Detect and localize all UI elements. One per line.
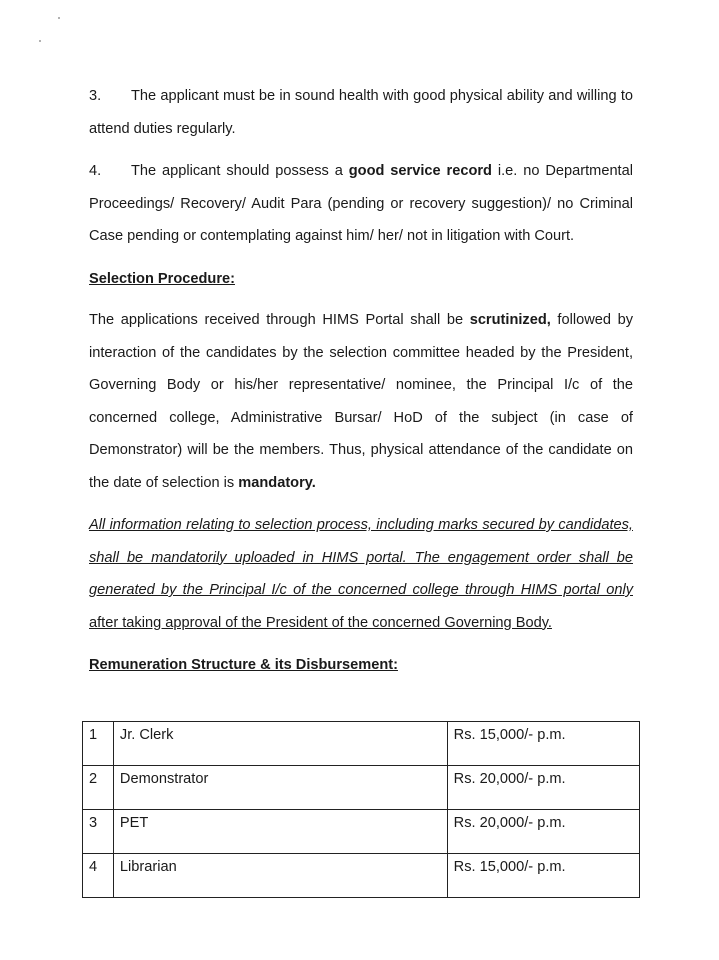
remuneration-table xyxy=(82,721,640,898)
bold-phrase: mandatory. xyxy=(238,474,316,491)
table-row xyxy=(83,766,640,810)
post-name: Demonstrator xyxy=(113,766,447,810)
hims-portal-note xyxy=(89,509,633,639)
selection-procedure-heading: Selection Procedure: xyxy=(89,270,235,287)
table-row xyxy=(83,810,640,854)
paragraph-text: The applications received through HIMS Portal shall be xyxy=(89,312,470,328)
paragraph-number: 3. xyxy=(89,88,102,104)
remuneration-amount: Rs. 15,000/- p.m. xyxy=(447,722,639,766)
row-number: 2 xyxy=(83,766,114,810)
row-number: 3 xyxy=(83,810,114,854)
post-name: Librarian xyxy=(113,854,447,898)
table-row xyxy=(83,722,640,766)
remuneration-amount: Rs. 20,000/- p.m. xyxy=(447,810,639,854)
remuneration-amount: Rs. 15,000/- p.m. xyxy=(447,854,639,898)
paragraph-text: The applicant should possess a xyxy=(131,163,349,179)
remuneration-heading: Remuneration Structure & its Disbursement: xyxy=(89,657,398,673)
paragraph-3 xyxy=(89,80,633,145)
document-body xyxy=(89,80,633,691)
paragraph-text: The applicant must be in sound health with good physical ability and willing to attend duties regularly. xyxy=(89,88,633,137)
paragraph-number: 4. xyxy=(89,163,102,179)
paragraph-text: i.e. no Departmental Proceedings/ Recovery/ Audit Para (pending or recovery suggestion)/ no Criminal Case pending or contemplating against him/ her/ not in litigation with Court. xyxy=(89,163,633,244)
bold-phrase: scrutinized, xyxy=(469,312,551,328)
italic-underlined-text: All information relating to selection process, including marks secured by candidates, shall be mandatorily uploaded in HIMS portal. The engagement order shall be generated by the Principal I/c of the concerned college through HIMS portal only xyxy=(89,517,633,598)
bold-phrase: good service record xyxy=(348,163,492,179)
post-name: PET xyxy=(113,810,447,854)
row-number: 1 xyxy=(83,722,114,766)
post-name: Jr. Clerk xyxy=(113,722,447,766)
row-number: 4 xyxy=(83,854,114,898)
underlined-text: after taking approval of the President of the concerned Governing Body. xyxy=(89,614,552,631)
remuneration-amount: Rs. 20,000/- p.m. xyxy=(447,766,639,810)
table-row xyxy=(83,854,640,898)
scan-speck xyxy=(58,17,60,19)
selection-procedure-paragraph xyxy=(89,304,633,499)
paragraph-text: followed by interaction of the candidates by the selection committee headed by the President, Governing Body or his/her representative/ nominee, the Principal I/c of the concerned college, Administrative Bursar/ HoD of the subject (in case of Demonstrator) will be the members. Thus, physical attendance of the candidate on the date of selection is xyxy=(89,312,633,491)
scan-speck xyxy=(39,40,41,42)
paragraph-4 xyxy=(89,155,633,253)
